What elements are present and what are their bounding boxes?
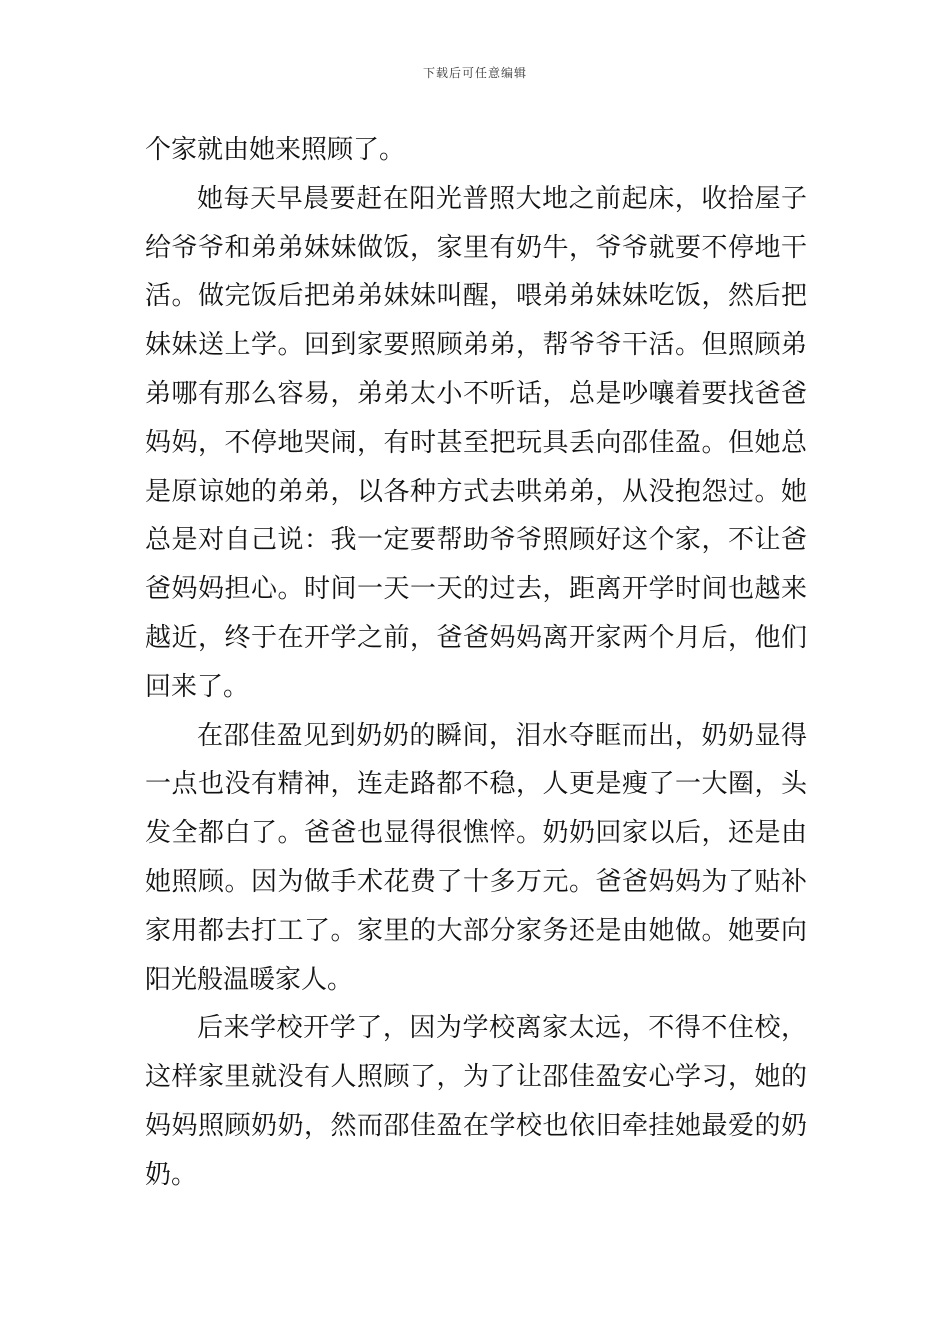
paragraph-continuation: 个家就由她来照顾了。 bbox=[145, 135, 406, 165]
document-body bbox=[145, 126, 807, 1200]
paragraph: 后来学校开学了，因为学校离家太远，不得不住校，这样家里就没有人照顾了，为了让邵佳盈安心学习，她的妈妈照顾奶奶，然而邵佳盈在学校也依旧牵挂她最爱的奶奶。 bbox=[145, 1013, 807, 1190]
paragraph: 她每天早晨要赶在阳光普照大地之前起床，收拾屋子给爷爷和弟弟妹妹做饭，家里有奶牛，爷爷就要不停地干活。做完饭后把弟弟妹妹叫醒，喂弟弟妹妹吃饭，然后把妹妹送上学。回到家要照顾弟弟，帮爷爷干活。但照顾弟弟哪有那么容易，弟弟太小不听话，总是吵嚷着要找爸爸妈妈，不停地哭闹，有时甚至把玩具丢向邵佳盈。但她总是原谅她的弟弟，以各种方式去哄弟弟，从没抱怨过。她总是对自己说：我一定要帮助爷爷照顾好这个家，不让爸爸妈妈担心。时间一天一天的过去，距离开学时间也越来越近，终于在开学之前，爸爸妈妈离开家两个月后，他们回来了。 bbox=[145, 183, 807, 702]
page-header: 下载后可任意编辑 bbox=[422, 66, 527, 80]
paragraph: 在邵佳盈见到奶奶的瞬间，泪水夺眶而出，奶奶显得一点也没有精神，连走路都不稳，人更是瘦了一大圈，头发全都白了。爸爸也显得很憔悴。奶奶回家以后，还是由她照顾。因为做手术花费了十多万元。爸爸妈妈为了贴补家用都去打工了。家里的大部分家务还是由她做。她要向阳光般温暖家人。 bbox=[145, 720, 807, 995]
